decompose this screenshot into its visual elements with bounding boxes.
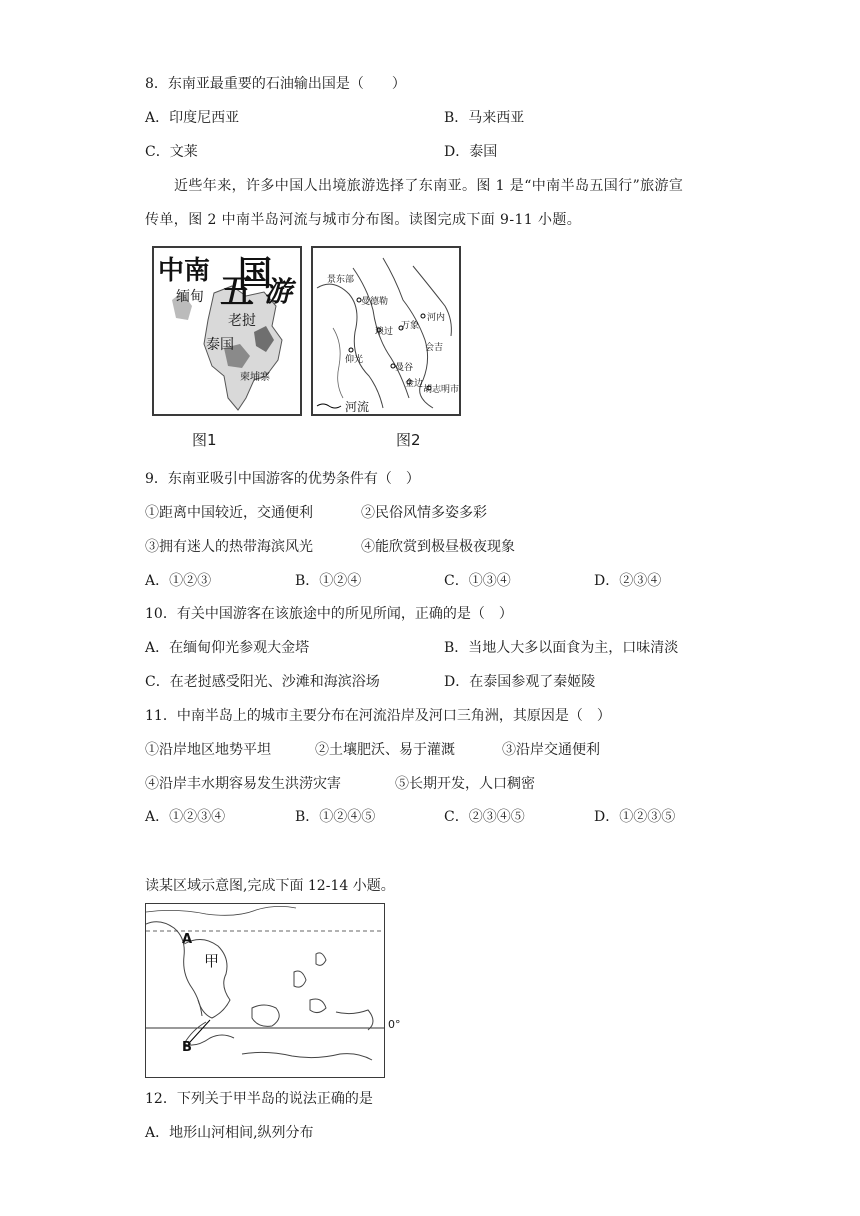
figure-3-label-a: A <box>182 932 193 947</box>
q8-option-a: A．印度尼西亚 <box>145 110 240 126</box>
q11-stem: 11．中南半岛上的城市主要分布在河流沿岸及河口三角洲，其原因是（ ） <box>145 708 611 724</box>
figure-2-city-hanoi: 河内 <box>427 313 446 323</box>
q8-stem: 8．东南亚最重要的石油输出国是（ ） <box>145 76 406 92</box>
q10-option-c: C．在老挝感受阳光、沙滩和海滨浴场 <box>145 674 380 690</box>
figure-1-title-guo: 国 <box>238 254 272 294</box>
q8-option-c: C．文莱 <box>145 144 198 160</box>
q10-option-a: A．在缅甸仰光参观大金塔 <box>145 640 310 656</box>
q9-option-b: B．①②④ <box>295 573 362 589</box>
figure-3-label-jia: 甲 <box>204 952 220 970</box>
figure-1-label-myanmar: 缅甸 <box>176 289 204 305</box>
figure-2-city-6: 会吉 <box>425 343 444 353</box>
figure-1-title-zhongnan: 中南 <box>158 256 211 286</box>
q11-option-b: B．①②④⑤ <box>295 809 376 825</box>
q11-option-a: A．①②③④ <box>145 809 226 825</box>
q9-stem: 9．东南亚吸引中国游客的优势条件有（ ） <box>145 471 420 487</box>
q9-option-c: C．①③④ <box>444 573 511 589</box>
figure-2-city-ho-chi-minh: 胡志明市 <box>423 385 460 395</box>
q9-item-4: ④能欣赏到极昼极夜现象 <box>361 539 515 555</box>
figure-3-region-map <box>145 903 385 1078</box>
figure-1-tourism-poster <box>152 246 302 416</box>
q9-item-3: ③拥有迷人的热带海滨风光 <box>145 539 313 555</box>
figure-3-equator-label: 0° <box>388 1018 401 1031</box>
q11-item-2: ②土壤肥沃、易于灌溉 <box>315 742 455 758</box>
figure-2-city-vientiane: 万象 <box>401 321 420 331</box>
figure-2-city-bangkok: 曼谷 <box>395 363 414 373</box>
figure-2-river-city-map <box>311 246 461 416</box>
intro-line-1: 近些年来，许多中国人出境旅游选择了东南亚。图 1 是“中南半岛五国行”旅游宣 <box>174 178 684 194</box>
figure-2-city-5: 琅过 <box>375 327 394 337</box>
q8-option-b: B．马来西亚 <box>444 110 525 126</box>
figure-1-label-laos: 老挝 <box>228 313 256 329</box>
figure-1-title-wu: 五 <box>220 272 254 312</box>
figure-2-city-mandalay: 曼德勒 <box>361 297 389 307</box>
q12-option-a: A．地形山河相间,纵列分布 <box>145 1125 314 1141</box>
figure-2-legend-river: 河流 <box>345 400 370 414</box>
figure-1-label-cambodia: 柬埔寨 <box>240 372 270 383</box>
q10-option-d: D．在泰国参观了秦姬陵 <box>444 674 596 690</box>
q11-item-3: ③沿岸交通便利 <box>502 742 600 758</box>
q12-stem: 12．下列关于甲半岛的说法正确的是 <box>145 1091 373 1107</box>
q8-option-d: D．泰国 <box>444 144 498 160</box>
q11-item-1: ①沿岸地区地势平坦 <box>145 742 271 758</box>
intro-line-2: 传单，图 2 中南半岛河流与城市分布图。读图完成下面 9-11 小题。 <box>145 212 582 228</box>
q9-option-a: A．①②③ <box>145 573 212 589</box>
q11-item-4: ④沿岸丰水期容易发生洪涝灾害 <box>145 776 341 792</box>
figure-2-city-phnom-penh: 金边 <box>405 379 424 389</box>
figure-1-title-you: 游 <box>264 275 293 308</box>
q9-item-1: ①距离中国较近，交通便利 <box>145 505 313 521</box>
q11-option-c: C．②③④⑤ <box>444 809 525 825</box>
figure-2-city-yangon: 仰光 <box>345 355 364 365</box>
figure-2-caption: 图2 <box>396 431 421 449</box>
q10-option-b: B．当地人大多以面食为主，口味清淡 <box>444 640 679 656</box>
figure-1-caption: 图1 <box>192 431 217 449</box>
q11-item-5: ⑤长期开发，人口稠密 <box>395 776 535 792</box>
figure-3-label-b: B <box>182 1040 192 1055</box>
q11-option-d: D．①②③⑤ <box>594 809 676 825</box>
q10-stem: 10．有关中国游客在该旅途中的所见所闻，正确的是（ ） <box>145 606 513 622</box>
figure-1-label-thailand: 泰国 <box>206 337 234 353</box>
figure-2-city-1: 景东部 <box>327 275 355 285</box>
intro-2: 读某区域示意图,完成下面 12-14 小题。 <box>145 878 395 894</box>
q9-option-d: D．②③④ <box>594 573 662 589</box>
q9-item-2: ②民俗风情多姿多彩 <box>361 505 487 521</box>
